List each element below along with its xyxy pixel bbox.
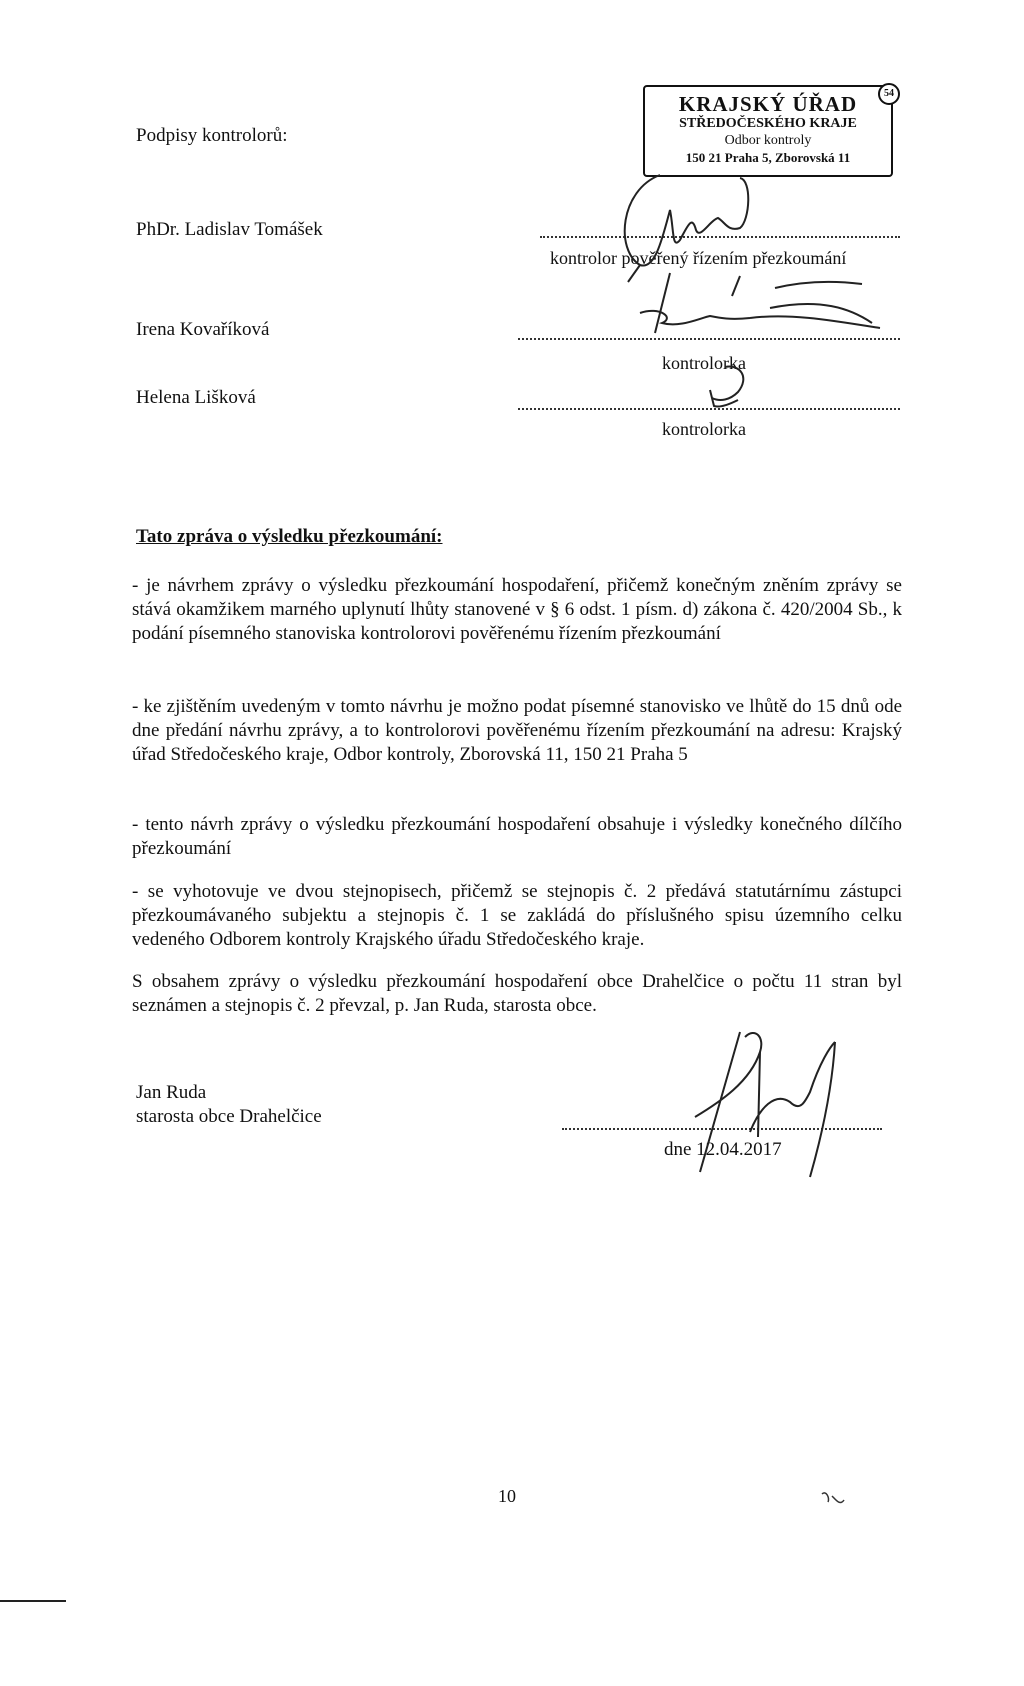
inspector-role-2: kontrolorka: [662, 353, 746, 373]
report-paragraph-1: - je návrhem zprávy o výsledku přezkoumání hospodaření, přičemž konečným zněním zprávy se stává okamžikem marného uplynutí lhůty stanovené v § 6 odst. 1 písm. d) zákona č. 420/2004 Sb., k podání písemného stanoviska kontrolorovi pověřenému řízením přezkoumání: [132, 575, 902, 644]
stamp-line-2: STŘEDOČESKÉHO KRAJE: [679, 116, 857, 131]
official-stamp: [643, 85, 893, 177]
signature-liskova: [690, 362, 770, 412]
report-heading: Tato zpráva o výsledku přezkoumání:: [136, 526, 443, 547]
page-number: 10: [498, 1486, 516, 1506]
stamp-line-1: KRAJSKÝ ÚŘAD: [678, 92, 858, 116]
inspector-name-2: Irena Kovaříková: [136, 319, 270, 340]
stamp-line-3: Odbor kontroly: [724, 133, 812, 148]
stamp-badge: 54: [878, 83, 900, 105]
inspector-role-3: kontrolorka: [662, 419, 746, 439]
report-paragraph-4: - se vyhotovuje ve dvou stejnopisech, přičemž se stejnopis č. 2 předává statutárnímu zástupci přezkoumávaného subjektu a stejnopis č. 1 se zakládá do příslušného spisu územního celku vedeného Odborem kontroly Krajského úřadu Středočeského kraje.: [132, 881, 902, 950]
signature-date: dne 12.04.2017: [664, 1139, 782, 1160]
signatures-label: Podpisy kontrolorů:: [136, 125, 288, 146]
stamp-line-4: 150 21 Praha 5, Zborovská 11: [685, 150, 851, 165]
mayor-name: Jan Ruda: [136, 1082, 207, 1103]
signature-ruda: [660, 1022, 880, 1182]
inspector-name-3: Helena Lišková: [136, 387, 256, 408]
inspector-name-1: PhDr. Ladislav Tomášek: [136, 219, 323, 240]
acknowledgement-text: S obsahem zprávy o výsledku přezkoumání hospodaření obce Drahelčice o počtu 11 stran byl seznámen a stejnopis č. 2 převzal, p. Jan Ruda, starosta obce.: [132, 971, 902, 1016]
report-paragraph-2: - ke zjištěním uvedeným v tomto návrhu je možno podat písemné stanovisko ve lhůtě do 15 dnů ode dne předání návrhu zprávy, a to kontrolorovi pověřenému řízením přezkoumání na adresu: Krajský úřad Středočeského kraje, Odbor kontroly, Zborovská 11, 150 21 Praha 5: [132, 696, 902, 765]
handwritten-mark: [818, 1488, 848, 1510]
inspector-role-1: kontrolor pověřený řízením přezkoumání: [550, 248, 847, 268]
report-paragraph-3: - tento návrh zprávy o výsledku přezkoumání hospodaření obsahuje i výsledky konečného dílčího přezkoumání: [132, 814, 902, 859]
mayor-role: starosta obce Drahelčice: [136, 1106, 322, 1127]
signature-kovarikova: [600, 268, 890, 343]
scan-edge-rule: [0, 1600, 66, 1602]
